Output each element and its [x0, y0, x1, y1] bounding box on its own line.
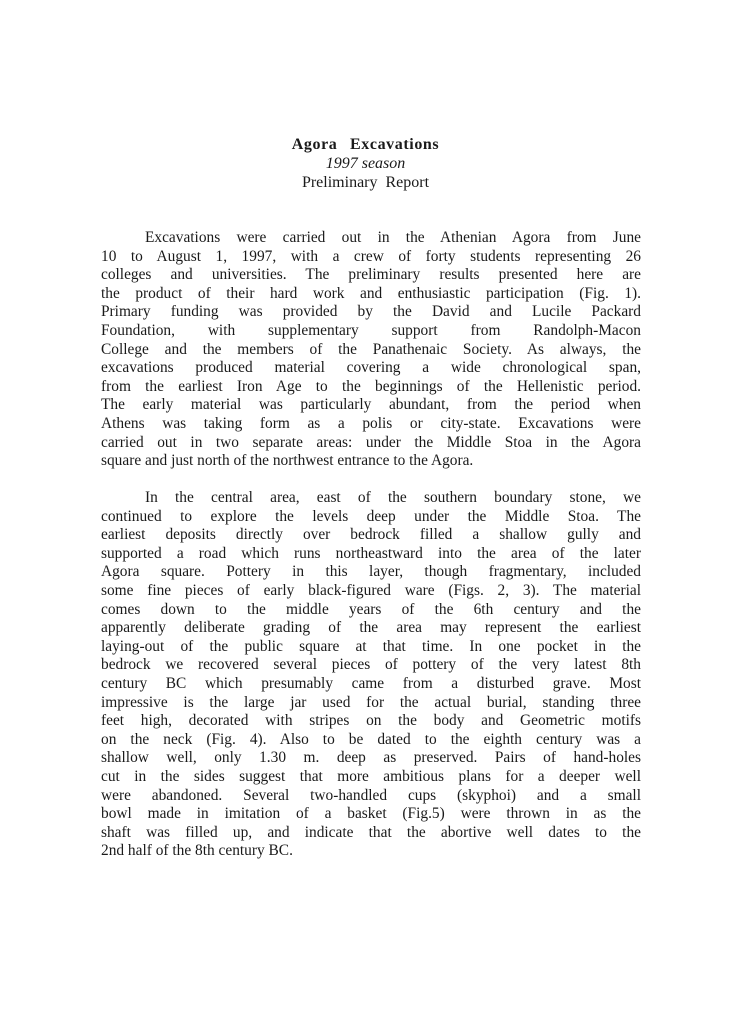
text-line: on the neck (Fig. 4). Also to be dated to the eighth century was a — [101, 730, 641, 748]
text-line: Athens was taking form as a polis or city-state. Excavations were — [101, 414, 641, 432]
text-line: the product of their hard work and enthusiastic participation (Fig. 1). — [101, 284, 641, 302]
text-line: Excavations were carried out in the Athenian Agora from June — [145, 229, 641, 246]
paragraph-2 — [101, 489, 641, 861]
text-line: Agora square. Pottery in this layer, though fragmentary, included — [101, 563, 641, 581]
text-line: bowl made in imitation of a basket (Fig.5) were thrown in as the — [101, 805, 641, 823]
text-line: shaft was filled up, and indicate that the abortive well dates to the — [101, 823, 641, 841]
text-line: bedrock we recovered several pieces of pottery of the very latest 8th — [101, 656, 641, 674]
text-line: 2nd half of the 8th century BC. — [101, 842, 293, 860]
document-subtitle: Preliminary Report — [301, 174, 430, 191]
text-line: continued to explore the levels deep under the Middle Stoa. The — [101, 507, 641, 525]
text-line: cut in the sides suggest that more ambitious plans for a deeper well — [101, 767, 641, 785]
text-line: impressive is the large jar used for the actual burial, standing three — [101, 693, 641, 711]
text-line: square and just north of the northwest entrance to the Agora. — [101, 452, 474, 470]
text-line: Foundation, with supplementary support from Randolph-Macon — [101, 321, 641, 339]
text-line: 10 to August 1, 1997, with a crew of forty students representing 26 — [101, 247, 641, 265]
text-line: The early material was particularly abundant, from the period when — [101, 396, 641, 414]
text-line: were abandoned. Several two-handled cups (skyphoi) and a small — [101, 786, 641, 804]
text-line: century BC which presumably came from a disturbed grave. Most — [101, 674, 641, 692]
text-line: carried out in two separate areas: under the Middle Stoa in the Agora — [101, 433, 641, 451]
text-line: laying-out of the public square at that time. In one pocket in the — [101, 637, 641, 655]
text-line: apparently deliberate grading of the area may represent the earliest — [101, 619, 641, 637]
text-line: College and the members of the Panathenaic Society. As always, the — [101, 340, 641, 358]
text-line: Primary funding was provided by the David and Lucile Packard — [101, 303, 641, 321]
text-line: from the earliest Iron Age to the beginnings of the Hellenistic period. — [101, 377, 641, 395]
text-line: comes down to the middle years of the 6th century and the — [101, 600, 641, 618]
document-season: 1997 season — [325, 155, 406, 172]
document-title: Agora Excavations — [291, 136, 440, 153]
paragraph-1 — [101, 229, 641, 471]
text-line: shallow well, only 1.30 m. deep as preserved. Pairs of hand-holes — [101, 749, 641, 767]
text-line: colleges and universities. The preliminary results presented here are — [101, 266, 641, 284]
text-line: some fine pieces of early black-figured ware (Figs. 2, 3). The material — [101, 581, 641, 599]
document-header — [0, 135, 731, 192]
text-line: supported a road which runs northeastward into the area of the later — [101, 544, 641, 562]
text-line: feet high, decorated with stripes on the body and Geometric motifs — [101, 712, 641, 730]
text-line: earliest deposits directly over bedrock filled a shallow gully and — [101, 526, 641, 544]
text-line: excavations produced material covering a wide chronological span, — [101, 359, 641, 377]
text-line: In the central area, east of the southern boundary stone, we — [145, 489, 641, 506]
